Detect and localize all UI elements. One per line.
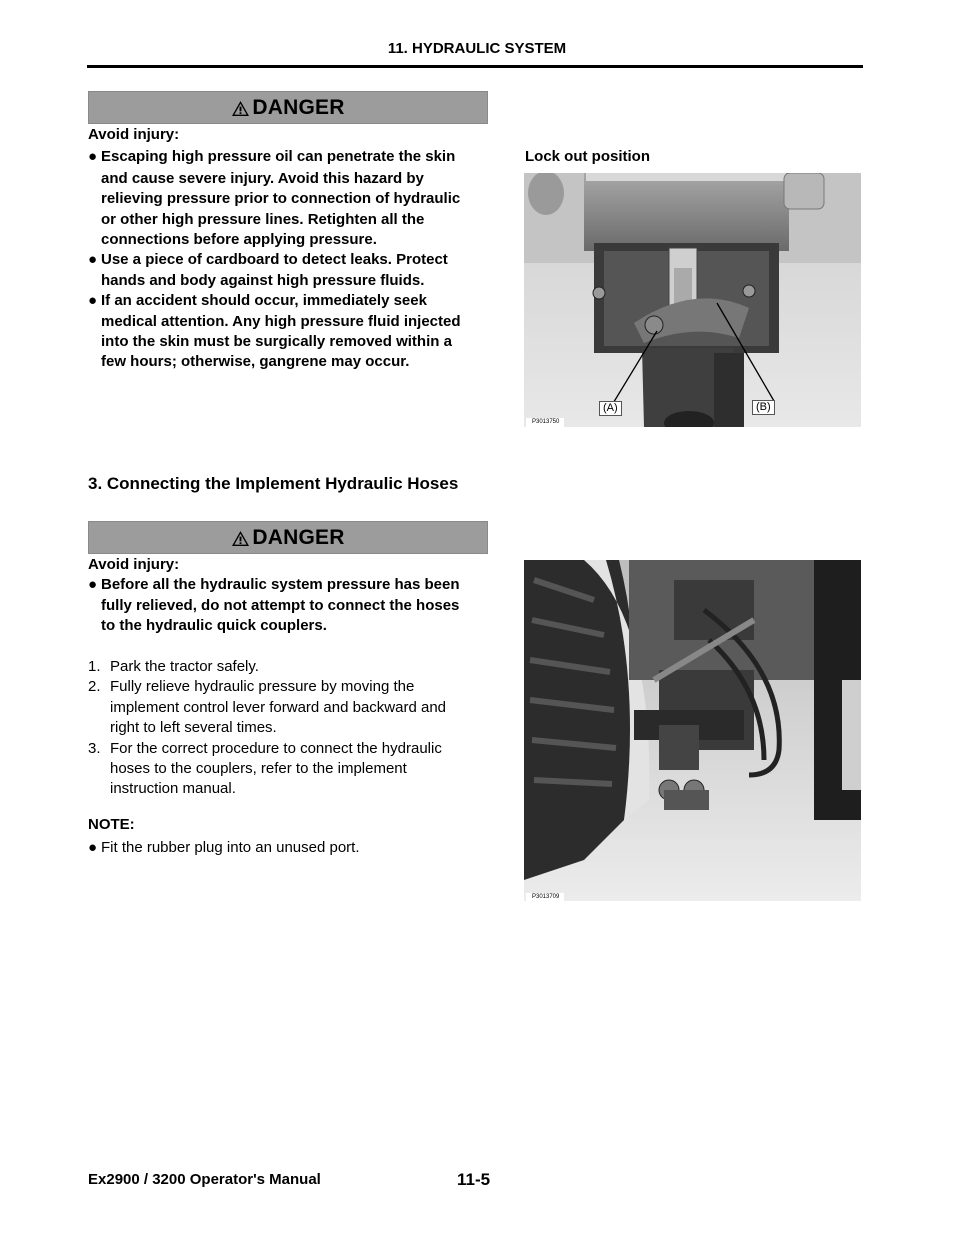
- section-title: 11. HYDRAULIC SYSTEM: [387, 40, 567, 57]
- danger-banner: [88, 521, 488, 554]
- section-heading: 3. Connecting the Implement Hydraulic Hoses: [88, 474, 459, 493]
- lock-out-photo: [524, 173, 861, 427]
- danger-bullet: ● Before all the hydraulic system pressure has been fully relieved, do not attempt to connect the hoses to the hydraulic quick couplers.: [88, 576, 460, 635]
- danger-banner: [88, 91, 488, 124]
- header-rule: [87, 65, 863, 68]
- photo-caption: Lock out position: [525, 148, 650, 165]
- page-number: 11-5: [457, 1170, 491, 1189]
- callout-a: (A): [599, 401, 622, 416]
- photo-id: P3013709: [526, 893, 564, 901]
- warning-triangle-icon: [231, 530, 250, 547]
- bullet-icon: ●: [88, 292, 98, 310]
- avoid-injury-label: Avoid injury:: [88, 126, 180, 143]
- hydraulic-couplers-photo: [524, 560, 861, 901]
- danger-bullet: ● Escaping high pressure oil can penetrate the skin and cause severe injury. Avoid this hazard by relieving pressure prior to connection of hydraulic or other high pressure lines. Retighten all the connections before applying pressure.: [88, 148, 461, 249]
- list-item: 1. Park the tractor safely.: [88, 658, 259, 675]
- bullet-icon: ●: [88, 839, 98, 856]
- warning-triangle-icon: [231, 100, 250, 117]
- list-item: 2. Fully relieve hydraulic pressure by moving the implement control lever forward and backward and right to left several times.: [88, 678, 446, 737]
- bullet-icon: ●: [88, 251, 98, 269]
- callout-b: (B): [752, 400, 775, 415]
- bullet-icon: ●: [88, 576, 98, 594]
- danger-bullet: ● Use a piece of cardboard to detect leaks. Protect hands and body against high pressure fluids.: [88, 251, 448, 289]
- note-label: NOTE:: [88, 816, 135, 833]
- procedure-list: [88, 657, 488, 800]
- danger-bullet: ● If an accident should occur, immediately seek medical attention. Any high pressure fluid injected into the skin must be surgically removed within a few hours; otherwise, gangrene may occur.: [88, 292, 461, 371]
- list-item: 3. For the correct procedure to connect the hydraulic hoses to the couplers, refer to the implement instruction manual.: [88, 739, 442, 798]
- photo-id: P3013750: [526, 418, 564, 427]
- avoid-injury-label: Avoid injury:: [88, 556, 180, 573]
- footer-manual-title: Ex2900 / 3200 Operator's Manual: [88, 1171, 321, 1188]
- danger-label: DANGER: [252, 525, 345, 549]
- bullet-icon: ●: [88, 148, 98, 166]
- danger-text-block: [88, 125, 488, 373]
- danger-text-block: [88, 555, 488, 637]
- note-text: ● Fit the rubber plug into an unused port.: [88, 838, 488, 858]
- danger-label: DANGER: [252, 95, 345, 119]
